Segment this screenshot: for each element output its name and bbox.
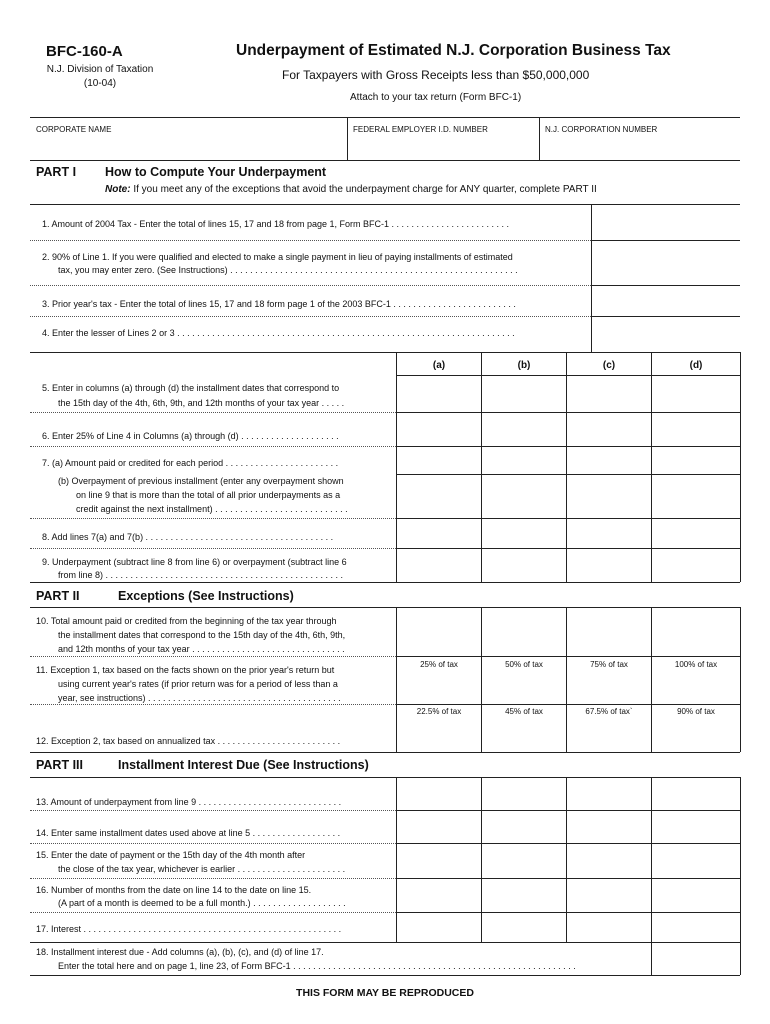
line-11: 11. Exception 1, tax based on the facts shown on the prior year's return but bbox=[36, 665, 335, 675]
part1-note bbox=[105, 184, 597, 195]
corporate-name-field[interactable] bbox=[36, 138, 341, 156]
line-3-amount[interactable] bbox=[595, 290, 735, 314]
form-subtitle: For Taxpayers with Gross Receipts less than $50,000,000 bbox=[282, 68, 590, 82]
line-5: 5. Enter in columns (a) through (d) the installment dates that correspond to bbox=[42, 383, 340, 393]
nj-corp-number-field[interactable] bbox=[545, 138, 735, 156]
part3-label: PART III bbox=[36, 758, 83, 772]
line-15-cont: the close of the tax year, whichever is earlier . . . . . . . . . . . . . . . . . . . . . . bbox=[58, 864, 346, 874]
line-1: 1. Amount of 2004 Tax - Enter the total of lines 15, 17 and 18 from page 1, Form BFC-1 . . . . . . . . . . . . . . . . . . . . . . . . bbox=[42, 219, 510, 229]
division: N.J. Division of Taxation bbox=[46, 64, 154, 75]
line-11-cont2: year, see instructions) . . . . . . . . . . . . . . . . . . . . . . . . . . . . . . . . . . . . . . . bbox=[58, 693, 341, 703]
line-2-cont: tax, you may enter zero. (See Instructions) . . . . . . . . . . . . . . . . . . . . . . . . . . . . . . . . . . . . . . . . . . . . . . . . . . . . . . . . . . bbox=[58, 265, 518, 275]
part1-label: PART I bbox=[36, 165, 77, 179]
fein-field[interactable] bbox=[353, 138, 533, 156]
line-4-amount[interactable] bbox=[595, 320, 735, 348]
line-18: 18. Installment interest due - Add columns (a), (b), (c), and (d) of line 17. bbox=[36, 947, 324, 957]
line-7a: 7. (a) Amount paid or credited for each period . . . . . . . . . . . . . . . . . . . . . . . bbox=[42, 458, 339, 468]
line-16-cont: (A part of a month is deemed to be a full month.) . . . . . . . . . . . . . . . . . . . bbox=[58, 898, 346, 908]
form-id: BFC-160-A bbox=[46, 43, 123, 60]
col-d-header: (d) bbox=[689, 360, 703, 371]
part2-label: PART II bbox=[36, 589, 80, 603]
exc2-pct-d: 90% of tax bbox=[677, 707, 715, 716]
line-13: 13. Amount of underpayment from line 9 . . . . . . . . . . . . . . . . . . . . . . . . . . . . . bbox=[36, 797, 342, 807]
line-5-cont: the 15th day of the 4th, 6th, 9th, and 12th months of your tax year . . . . . bbox=[58, 398, 345, 408]
nj-corp-number-label: N.J. CORPORATION NUMBER bbox=[545, 125, 658, 134]
line-10: 10. Total amount paid or credited from the beginning of the tax year through bbox=[36, 616, 337, 626]
exc2-pct-b: 45% of tax bbox=[505, 707, 543, 716]
footer-reproduce-note: THIS FORM MAY BE REPRODUCED bbox=[296, 987, 474, 999]
line-12: 12. Exception 2, tax based on annualized tax . . . . . . . . . . . . . . . . . . . . . . . . . bbox=[36, 736, 341, 746]
note-text: If you meet any of the exceptions that avoid the underpayment charge for ANY quarter, complete PART II bbox=[133, 184, 597, 195]
line-16: 16. Number of months from the date on line 14 to the date on line 15. bbox=[36, 885, 312, 895]
attach-note: Attach to your tax return (Form BFC-1) bbox=[350, 92, 522, 103]
col-c-header: (c) bbox=[602, 360, 616, 371]
line-4: 4. Enter the lesser of Lines 2 or 3 . . . . . . . . . . . . . . . . . . . . . . . . . . . . . . . . . . . . . . . . . . . . . . . . . . . . . . . . . . . . . . . . . . . . bbox=[42, 328, 515, 338]
line-15: 15. Enter the date of payment or the 15th day of the 4th month after bbox=[36, 850, 306, 860]
exc2-pct-a: 22.5% of tax bbox=[416, 707, 462, 716]
exc1-pct-d: 100% of tax bbox=[674, 660, 718, 669]
line-2: 2. 90% of Line 1. If you were qualified and elected to make a single payment in lieu of paying installments of estimated bbox=[42, 252, 513, 262]
line-18-cont: Enter the total here and on page 1, line 23, of Form BFC-1 . . . . . . . . . . . . . . . . . . . . . . . . . . . . . . . . . . . . . . . . . . . . . . . . . . . . . . . . . bbox=[58, 961, 576, 971]
line-3: 3. Prior year's tax - Enter the total of lines 15, 17 and 18 form page 1 of the 2003 BFC-1 . . . . . . . . . . . . . . . . . . . . . . . . . bbox=[42, 299, 516, 309]
col-b-header: (b) bbox=[517, 360, 531, 371]
line-7b-cont1: on line 9 that is more than the total of all prior underpayments as a bbox=[76, 490, 341, 500]
part3-title: Installment Interest Due (See Instructions) bbox=[118, 758, 369, 772]
part1-title: How to Compute Your Underpayment bbox=[105, 165, 327, 179]
line-2-amount[interactable] bbox=[595, 246, 735, 282]
line-10-cont1: the installment dates that correspond to the 15th day of the 4th, 6th, 9th, bbox=[58, 630, 346, 640]
exc1-pct-c: 75% of tax bbox=[590, 660, 628, 669]
col-a-header: (a) bbox=[432, 360, 446, 371]
line-6: 6. Enter 25% of Line 4 in Columns (a) through (d) . . . . . . . . . . . . . . . . . . . . bbox=[42, 431, 339, 441]
form-title: Underpayment of Estimated N.J. Corporation Business Tax bbox=[236, 42, 671, 59]
line-10-cont2: and 12th months of your tax year . . . . . . . . . . . . . . . . . . . . . . . . . . . . . . . bbox=[58, 644, 345, 654]
exc2-pct-c: 67.5% of tax` bbox=[585, 707, 633, 716]
line-7b-cont2: credit against the next installment) . . . . . . . . . . . . . . . . . . . . . . . . . . . bbox=[76, 504, 348, 514]
exc1-pct-a: 25% of tax bbox=[420, 660, 458, 669]
corporate-name-label: CORPORATE NAME bbox=[36, 125, 112, 134]
part2-title: Exceptions (See Instructions) bbox=[118, 589, 294, 603]
line-11-cont1: using current year's rates (if prior return was for a period of less than a bbox=[58, 679, 338, 689]
note-label: Note: bbox=[105, 184, 131, 195]
line-9: 9. Underpayment (subtract line 8 from line 6) or overpayment (subtract line 6 bbox=[42, 557, 347, 567]
line-7b: (b) Overpayment of previous installment (enter any overpayment shown bbox=[58, 476, 344, 486]
line-17: 17. Interest . . . . . . . . . . . . . . . . . . . . . . . . . . . . . . . . . . . . . . . . . . . . . . . . . . . . bbox=[36, 924, 342, 934]
line-1-amount[interactable] bbox=[595, 210, 735, 236]
line-14: 14. Enter same installment dates used above at line 5 . . . . . . . . . . . . . . . . . . bbox=[36, 828, 341, 838]
exc1-pct-b: 50% of tax bbox=[505, 660, 543, 669]
line-8: 8. Add lines 7(a) and 7(b) . . . . . . . . . . . . . . . . . . . . . . . . . . . . . . . . . . . . . . bbox=[42, 532, 334, 542]
fein-label: FEDERAL EMPLOYER I.D. NUMBER bbox=[353, 125, 488, 134]
revision: (10-04) bbox=[83, 78, 117, 89]
line-9-cont: from line 8) . . . . . . . . . . . . . . . . . . . . . . . . . . . . . . . . . . . . . . . . . . . . . . . . bbox=[58, 570, 344, 580]
